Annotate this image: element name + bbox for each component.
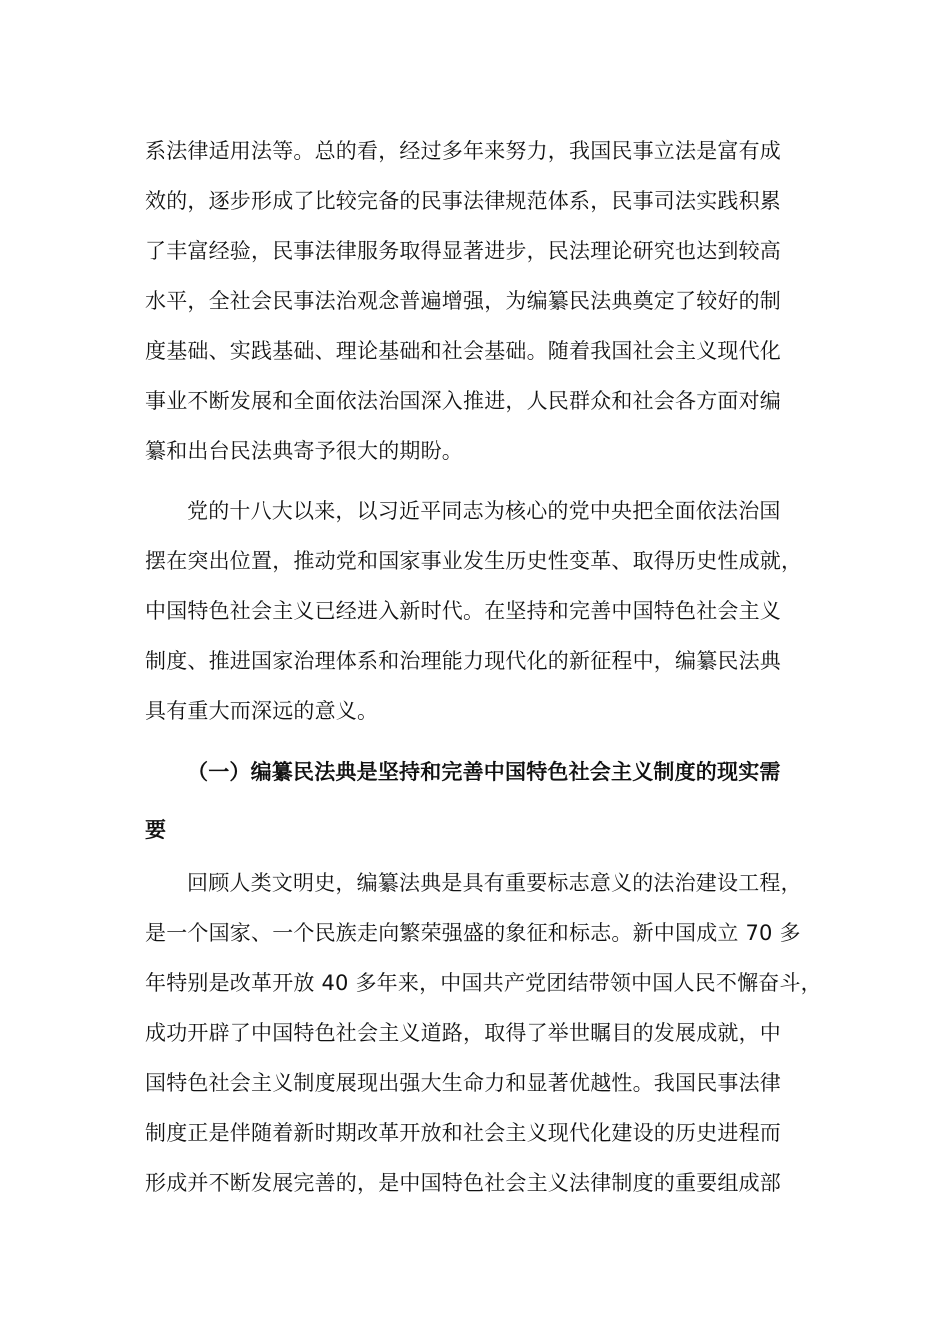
paragraph-line: 年特别是改革开放 40 多年来，中国共产党团结带领中国人民不懈奋斗， <box>145 971 822 995</box>
paragraph-3 <box>145 858 822 1208</box>
paragraph-2 <box>145 486 805 736</box>
paragraph-line: 摆在突出位置，推动党和国家事业发生历史性变革、取得历史性成就， <box>145 549 803 573</box>
paragraph-line: 了丰富经验，民事法律服务取得显著进步，民法理论研究也达到较高 <box>145 239 781 263</box>
paragraph-line: 纂和出台民法典寄予很大的期盼。 <box>145 439 463 463</box>
paragraph-line: 回顾人类文明史，编纂法典是具有重要标志意义的法治建设工程， <box>187 871 802 895</box>
section-heading <box>145 743 805 859</box>
paragraph-line: 事业不断发展和全面依法治国深入推进，人民群众和社会各方面对编 <box>145 389 781 413</box>
paragraph-line: 是一个国家、一个民族走向繁荣强盛的象征和标志。新中国成立 70 多 <box>145 921 801 945</box>
paragraph-line: 水平，全社会民事法治观念普遍增强，为编纂民法典奠定了较好的制 <box>145 289 781 313</box>
paragraph-line: 系法律适用法等。总的看，经过多年来努力，我国民事立法是富有成 <box>145 139 781 163</box>
paragraph-line: 度基础、实践基础、理论基础和社会基础。随着我国社会主义现代化 <box>145 339 781 363</box>
heading-line: （一）编纂民法典是坚持和完善中国特色社会主义制度的现实需 <box>187 760 781 784</box>
paragraph-line: 效的，逐步形成了比较完备的民事法律规范体系，民事司法实践积累 <box>145 189 781 213</box>
paragraph-line: 形成并不断发展完善的，是中国特色社会主义法律制度的重要组成部 <box>145 1171 781 1195</box>
heading-line: 要 <box>145 818 167 842</box>
paragraph-line: 党的十八大以来，以习近平同志为核心的党中央把全面依法治国 <box>187 499 781 523</box>
paragraph-line: 具有重大而深远的意义。 <box>145 699 379 723</box>
paragraph-line: 国特色社会主义制度展现出强大生命力和显著优越性。我国民事法律 <box>145 1071 781 1095</box>
paragraph-1 <box>145 126 805 476</box>
paragraph-line: 制度正是伴随着新时期改革开放和社会主义现代化建设的历史进程而 <box>145 1121 781 1145</box>
paragraph-line: 中国特色社会主义已经进入新时代。在坚持和完善中国特色社会主义 <box>145 599 781 623</box>
paragraph-line: 成功开辟了中国特色社会主义道路，取得了举世瞩目的发展成就，中 <box>145 1021 781 1045</box>
paragraph-line: 制度、推进国家治理体系和治理能力现代化的新征程中，编纂民法典 <box>145 649 781 673</box>
